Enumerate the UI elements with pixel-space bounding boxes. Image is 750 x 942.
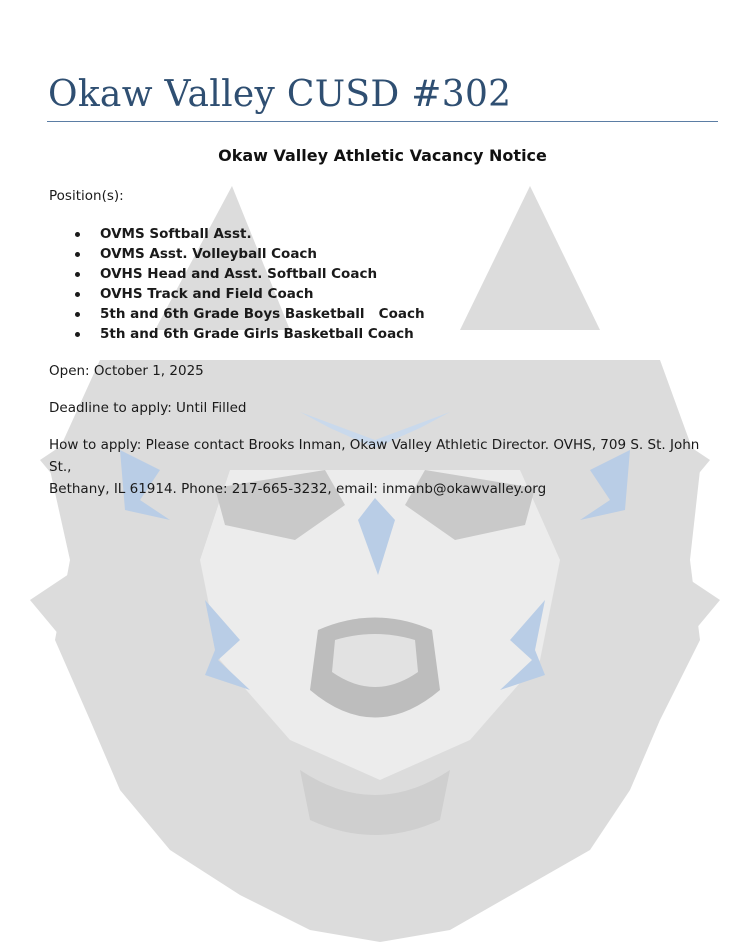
header-divider [47, 121, 718, 122]
how-to-apply-line-1: How to apply: Please contact Brooks Inman, Okaw Valley Athletic Director. OVHS, 709 S. St. John St., [49, 437, 700, 475]
bullet-icon [75, 292, 80, 297]
list-item [0, 304, 425, 324]
bullet-icon [75, 272, 80, 277]
open-date: Open: October 1, 2025 [49, 363, 204, 379]
bullet-icon [75, 252, 80, 257]
how-to-apply [49, 434, 709, 500]
bullet-icon [75, 312, 80, 317]
bullet-icon [75, 332, 80, 337]
how-to-apply-line-2: Bethany, IL 61914. Phone: 217-665-3232, email: inmanb@okawvalley.org [49, 481, 547, 497]
position-text: 5th and 6th Grade Girls Basketball Coach [100, 326, 414, 342]
list-item [0, 264, 425, 284]
list-item [0, 224, 425, 244]
org-title: Okaw Valley CUSD #302 [48, 74, 512, 115]
position-text: OVMS Asst. Volleyball Coach [100, 246, 318, 262]
list-item [0, 244, 425, 264]
position-text: OVHS Track and Field Coach [100, 286, 314, 302]
notice-title: Okaw Valley Athletic Vacancy Notice [218, 146, 547, 165]
position-text: OVHS Head and Asst. Softball Coach [100, 266, 378, 282]
positions-list [0, 224, 425, 344]
positions-label: Position(s): [49, 188, 124, 204]
position-text: 5th and 6th Grade Boys Basketball Coach [100, 306, 425, 322]
list-item [0, 284, 425, 304]
deadline: Deadline to apply: Until Filled [49, 400, 247, 416]
list-item [0, 324, 425, 344]
position-text: OVMS Softball Asst. [100, 226, 252, 242]
bullet-icon [75, 232, 80, 237]
